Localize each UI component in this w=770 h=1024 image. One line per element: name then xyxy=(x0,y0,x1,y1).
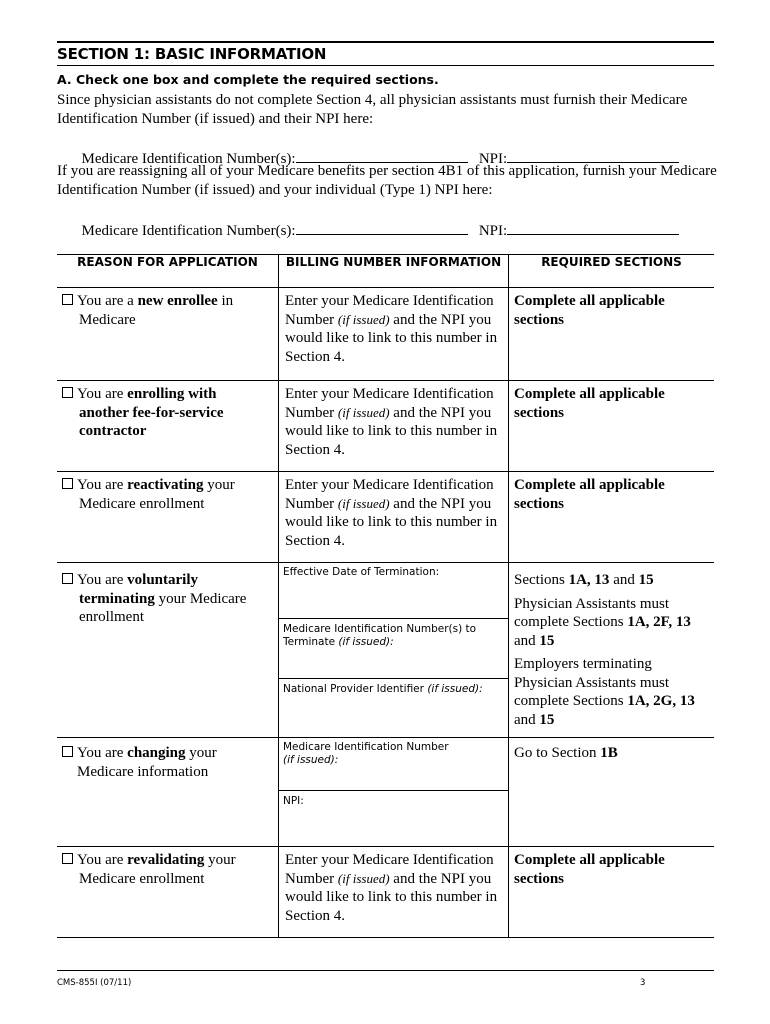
npi-label-2: NPI: xyxy=(478,223,508,239)
section-title: SECTION 1: BASIC INFORMATION xyxy=(57,45,327,63)
reactivating-checkbox[interactable] xyxy=(62,478,73,489)
page-number: 3 xyxy=(640,978,646,988)
required-sections: Complete all applicable sections xyxy=(514,293,665,328)
billing-instructions: Enter your Medicare Identification Number (if issued) and the NPI you would like to link to this number in Section 4. xyxy=(285,477,498,549)
header-required: REQUIRED SECTIONS xyxy=(509,255,715,288)
subheading-a: A. Check one box and complete the required sections. xyxy=(57,72,439,87)
billing-instructions: Enter your Medicare Identification Number (if issued) and the NPI you would like to link to this number in Section 4. xyxy=(285,852,498,924)
form-code: CMS-855I (07/11) xyxy=(57,978,132,988)
table-row: You are reactivating your Medicare enrollment Enter your Medicare Identification Number (if issued) and the NPI you would like to link to this number in Section 4. Complete all applicable sections xyxy=(57,472,714,563)
table-header-row xyxy=(57,255,714,288)
table-row: You are voluntarily terminating your Medicare enrollment Effective Date of Termination: Medicare Identification Number(s) to Terminate (if issued): National Provider Identifier (if issued): Sections 1A, 13 and 15 Physician Assistants must complete Sections 1A, 2F, 13 and 15 Employers terminating Physician Assistants must complete Sections 1A, 2G, 13 and 15 xyxy=(57,563,714,738)
medicare-id-label-1: Medicare Identification Number(s): xyxy=(81,151,296,167)
table-row: You are enrolling with another fee-for-service contractor Enter your Medicare Identification Number (if issued) and the NPI you would like to link to this number in Section 4. Complete all applicable sections xyxy=(57,381,714,472)
required-sections: Complete all applicable sections xyxy=(514,477,665,512)
changing-checkbox[interactable] xyxy=(62,746,73,757)
title-rule xyxy=(57,65,714,66)
terminating-checkbox[interactable] xyxy=(62,573,73,584)
terminate-npi-field[interactable]: National Provider Identifier (if issued): xyxy=(283,683,483,695)
top-rule xyxy=(57,41,714,43)
required-sections: Go to Section 1B xyxy=(514,745,618,761)
header-billing: BILLING NUMBER INFORMATION xyxy=(279,255,509,288)
table-row: You are a new enrollee in Medicare Enter your Medicare Identification Number (if issued) and the NPI you would like to link to this number in Section 4. Complete all applicable sections xyxy=(57,288,714,381)
changing-medicare-id-field[interactable]: Medicare Identification Number (if issued): xyxy=(279,738,508,791)
billing-instructions: Enter your Medicare Identification Number (if issued) and the NPI you would like to link to this number in Section 4. xyxy=(285,293,498,365)
table-row: You are revalidating your Medicare enrollment Enter your Medicare Identification Number (if issued) and the NPI you would like to link to this number in Section 4. Complete all applicable sections xyxy=(57,847,714,938)
required-sections: Complete all applicable sections xyxy=(514,852,665,887)
enrolling-other-contractor-checkbox[interactable] xyxy=(62,387,73,398)
revalidating-checkbox[interactable] xyxy=(62,853,73,864)
header-reason: REASON FOR APPLICATION xyxy=(57,255,279,288)
required-sections: Sections 1A, 13 and 15 Physician Assistants must complete Sections 1A, 2F, 13 and 15 Employers terminating Physician Assistants must complete Sections 1A, 2G, 13 and 15 xyxy=(514,572,695,728)
medicare-id-field-row-2 xyxy=(74,205,679,240)
effective-date-field[interactable]: Effective Date of Termination: xyxy=(279,563,508,619)
instruction-paragraph-1: Since physician assistants do not complete Section 4, all physician assistants must furnish their Medicare Identification Number (if issued) and their NPI here: xyxy=(57,92,688,127)
npi-input-2[interactable] xyxy=(507,222,679,235)
required-sections: Complete all applicable sections xyxy=(514,386,665,421)
footer-rule xyxy=(57,970,714,971)
medicare-id-input-2[interactable] xyxy=(296,222,468,235)
changing-npi-field[interactable]: NPI: xyxy=(283,795,304,807)
medicare-id-label-2: Medicare Identification Number(s): xyxy=(81,223,296,239)
npi-label-1: NPI: xyxy=(478,151,508,167)
instruction-paragraph-2: If you are reassigning all of your Medicare benefits per section 4B1 of this application, furnish your Medicare Identification Number (if issued) and your individual (Type 1) NPI here: xyxy=(57,163,717,198)
new-enrollee-checkbox[interactable] xyxy=(62,294,73,305)
billing-instructions: Enter your Medicare Identification Number (if issued) and the NPI you would like to link to this number in Section 4. xyxy=(285,386,498,458)
terminate-medicare-id-field[interactable]: Medicare Identification Number(s) to Terminate (if issued): xyxy=(279,619,508,679)
application-reasons-table xyxy=(57,254,714,938)
table-row: You are changing your Medicare information Medicare Identification Number (if issued): NPI: Go to Section 1B xyxy=(57,738,714,847)
